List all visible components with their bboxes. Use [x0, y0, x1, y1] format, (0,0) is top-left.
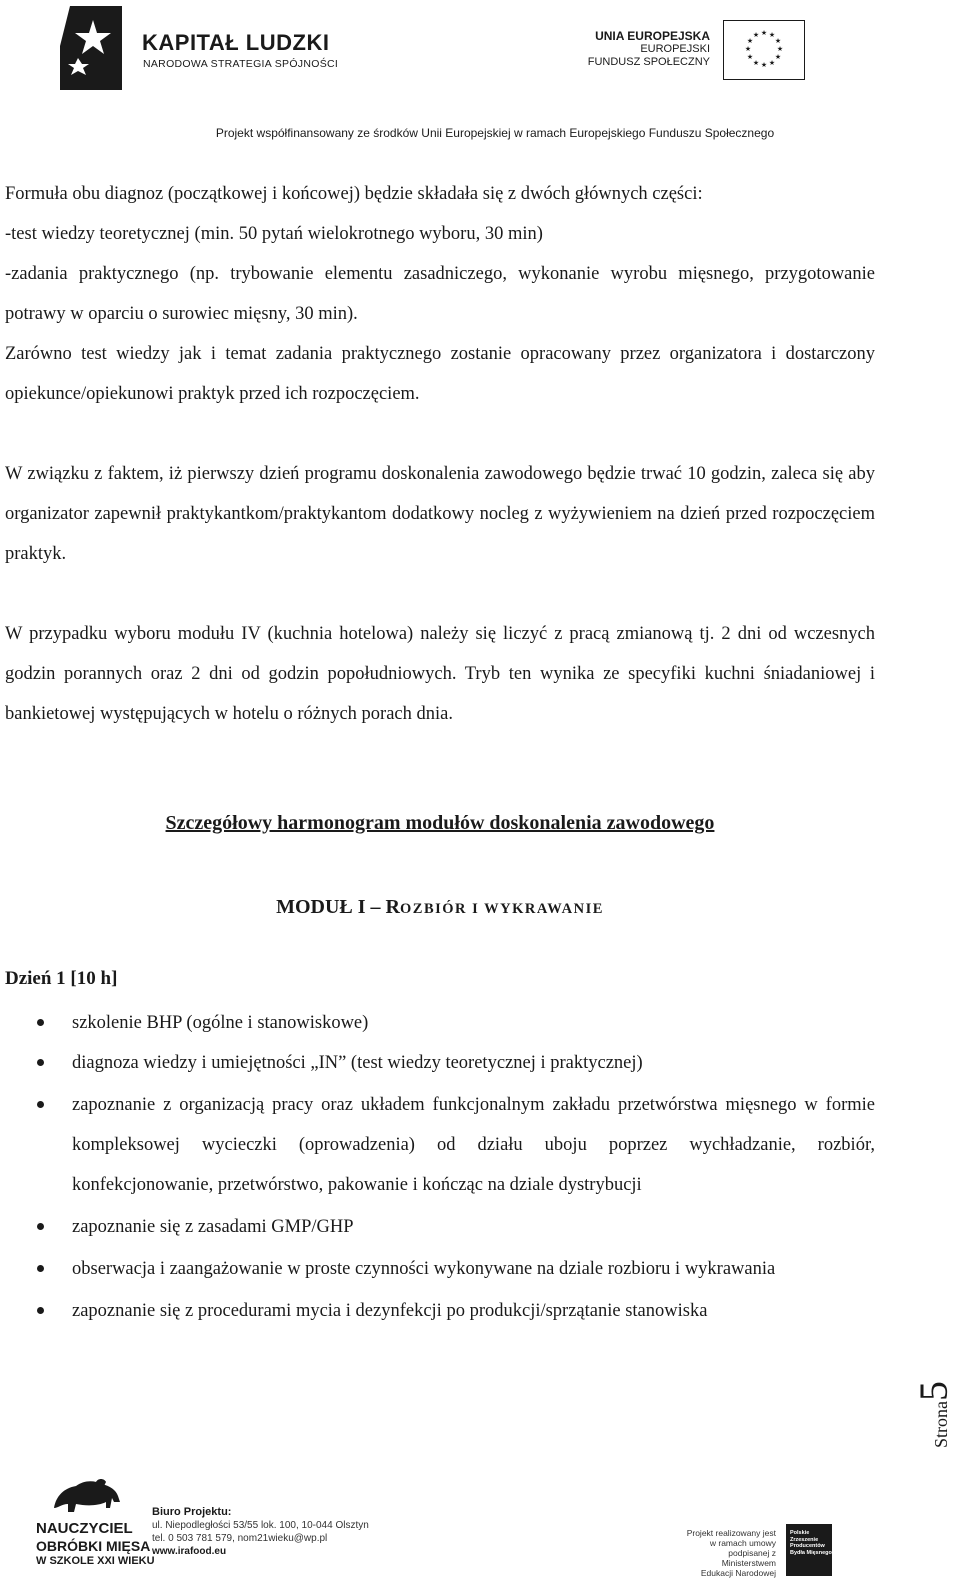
eu-flag-icon	[723, 20, 805, 80]
eu-line-2: EUROPEJSKI	[640, 43, 710, 55]
list-item: szkolenie BHP (ogólne i stanowiskowe)	[5, 1003, 875, 1043]
day-activity-list	[5, 1003, 875, 1331]
men-line-2: w ramach umowy	[709, 1538, 776, 1548]
list-item: zapoznanie się z zasadami GMP/GHP	[5, 1207, 875, 1247]
eu-text	[588, 30, 710, 69]
nauczyciel-obrobki-miesa-logo	[36, 1470, 155, 1588]
intro-line-2: -test wiedzy teoretycznej (min. 50 pytań wielokrotnego wyboru, 30 min)	[5, 224, 543, 244]
svg-text:★: ★	[744, 45, 752, 53]
pzpbm-line-2: Zrzeszenie	[790, 1536, 819, 1543]
page-number-label: Strona	[931, 1401, 951, 1448]
eu-line-1: UNIA EUROPEJSKA	[595, 29, 710, 43]
svg-text:★: ★	[768, 31, 776, 39]
pzpbm-logo-text	[790, 1530, 832, 1556]
kapital-ludzki-subtitle: NARODOWA STRATEGIA SPÓJNOŚCI	[143, 58, 339, 70]
page-number	[908, 1360, 956, 1450]
logo-line-1: NAUCZYCIEL	[36, 1520, 133, 1537]
svg-text:★: ★	[746, 53, 754, 61]
pzpbm-logo	[786, 1524, 832, 1576]
list-item: zapoznanie się z procedurami mycia i dezynfekcji po produkcji/sprzątanie stanowiska	[5, 1291, 875, 1331]
list-item: zapoznanie z organizacją pracy oraz układem funkcjonalnym zakładu przetwórstwa mięsnego w formie kompleksowej wycieczki (oprowadzenia) od działu uboju poprzez wychładzanie, rozbiór, konfekcjonowanie, przetwórstwo, pakowanie i kończąc na dziale dystrybucji	[5, 1085, 875, 1205]
pzpbm-line-3: Producentów	[790, 1543, 825, 1549]
men-line-3: podpisanej z Ministerstwem	[721, 1548, 776, 1568]
page-header	[0, 0, 960, 150]
men-agreement-note	[676, 1528, 776, 1578]
project-office-contact: tel. 0 503 781 579, nom21wieku@wp.pl	[152, 1533, 328, 1544]
logo-line-3: W SZKOLE XXI WIEKU	[36, 1555, 155, 1567]
svg-text:★: ★	[768, 59, 776, 67]
eu-line-3: FUNDUSZ SPOŁECZNY	[587, 56, 710, 68]
intro-line-3: -zadania praktycznego (np. trybowanie elementu zasadniczego, wykonanie wyrobu mięsnego, przygotowanie potrawy w oparciu o surowiec mięsny, 30 min).	[5, 264, 875, 324]
intro-line-4: Zarówno test wiedzy jak i temat zadania praktycznego zostanie opracowany przez organizatora i dostarczony opiekunce/opiekunowi praktyk przed ich rozpoczęciem.	[5, 344, 875, 404]
list-item: obserwacja i zaangażowanie w proste czynności wykonywane na dziale rozbioru i wykrawania	[5, 1249, 875, 1289]
svg-text:★: ★	[752, 59, 760, 67]
cow-icon	[50, 1478, 122, 1520]
pzpbm-line-4: Bydła Mięsnego	[790, 1549, 832, 1556]
paragraph-module-iv: W przypadku wyboru modułu IV (kuchnia hotelowa) należy się liczyć z pracą zmianową tj. 2 dni od wczesnych godzin porannych oraz 2 dni od godzin popołudniowych. Tryb ten wynika ze specyfiki kuchni śniadaniowej i bankietowej występujących w hotelu o różnych porach dnia.	[5, 624, 875, 724]
module-title-prefix: MODUŁ I – R	[276, 896, 400, 918]
pzpbm-line-1: Polskie	[790, 1530, 810, 1536]
project-office-website: www.irafood.eu	[152, 1546, 227, 1557]
kapital-ludzki-star-logo	[60, 6, 122, 90]
project-office-title: Biuro Projektu:	[152, 1506, 232, 1518]
list-item: diagnoza wiedzy i umiejętności „IN” (test wiedzy teoretycznej i praktycznej)	[5, 1043, 875, 1083]
kapital-ludzki-title: KAPITAŁ LUDZKI	[142, 30, 330, 55]
svg-text:★: ★	[774, 53, 782, 61]
day-title: Dzień 1 [10 h]	[5, 968, 118, 989]
project-office-address: ul. Niepodległości 53/55 lok. 100, 10-044 Olsztyn	[152, 1520, 369, 1531]
svg-text:★: ★	[774, 37, 782, 45]
men-line-4: Edukacji Narodowej	[700, 1568, 776, 1578]
svg-text:★: ★	[760, 61, 768, 69]
logo-line-2: OBRÓBKI MIĘSA	[36, 1538, 151, 1554]
module-title-rest: OZBIÓR I WYKRAWANIE	[400, 901, 604, 917]
paragraph-accommodation: W związku z faktem, iż pierwszy dzień programu doskonalenia zawodowego będzie trwać 10 godzin, zaleca się aby organizator zapewnił praktykantkom/praktykantom dodatkowy nocleg z wyżywieniem na dzień przed rozpoczęciem praktyk.	[5, 464, 875, 564]
cofinancing-note: Projekt współfinansowany ze środków Unii Europejskiej w ramach Europejskiego Funduszu Społecznego	[215, 126, 775, 140]
main-content	[5, 174, 875, 734]
svg-text:★: ★	[776, 45, 784, 53]
svg-text:★: ★	[760, 29, 768, 37]
module-title	[0, 896, 880, 919]
svg-text:★: ★	[746, 37, 754, 45]
project-office-info	[152, 1506, 369, 1558]
page-footer	[0, 1470, 960, 1588]
men-line-1: Projekt realizowany jest	[686, 1528, 776, 1538]
svg-text:★: ★	[752, 31, 760, 39]
page-number-value: 5	[911, 1381, 956, 1401]
intro-line-1: Formuła obu diagnoz (początkowej i końcowej) będzie składała się z dwóch głównych części:	[5, 184, 703, 204]
page-number-rotated	[910, 1381, 957, 1448]
schedule-title: Szczegółowy harmonogram modułów doskonalenia zawodowego	[165, 812, 715, 834]
